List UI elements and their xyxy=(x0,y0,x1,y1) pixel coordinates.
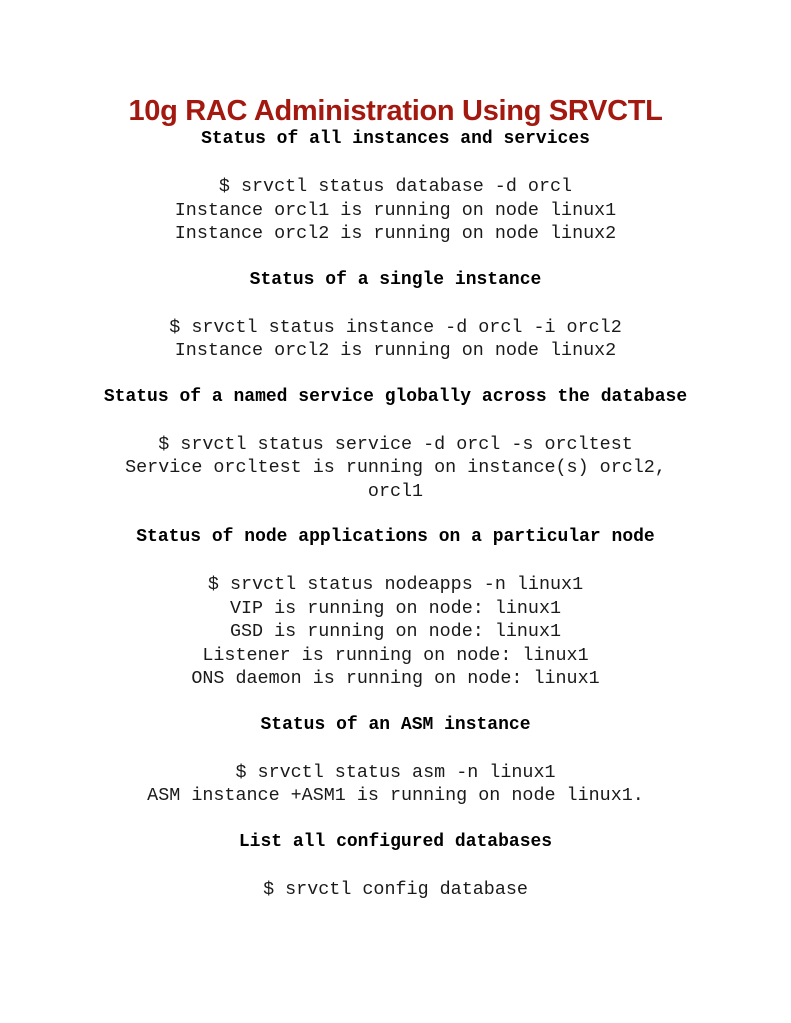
spacer xyxy=(0,503,791,526)
command-block xyxy=(0,175,791,246)
output-line: Listener is running on node: linux1 xyxy=(202,644,589,666)
section-heading: Status of all instances and services xyxy=(201,129,590,149)
section-heading: Status of a named service globally across the database xyxy=(103,386,688,407)
output-line: GSD is running on node: linux1 xyxy=(229,621,562,642)
command-line: $ srvctl config database xyxy=(263,878,528,900)
command-line: $ srvctl status asm -n linux1 xyxy=(235,761,556,783)
spacer xyxy=(0,246,791,269)
output-line: ASM instance +ASM1 is running on node linux1. xyxy=(147,785,644,806)
command-line: $ srvctl status database -d orcl xyxy=(218,176,573,197)
output-line: Instance orcl2 is running on node linux2 xyxy=(174,340,617,361)
output-line: Service orcltest is running on instance(s) orcl2, orcl1 xyxy=(125,457,666,502)
command-line: $ srvctl status service -d orcl -s orcltest xyxy=(158,433,633,455)
spacer xyxy=(0,691,791,714)
command-block xyxy=(0,573,791,691)
command-line: $ srvctl status nodeapps -n linux1 xyxy=(207,574,584,595)
command-block xyxy=(0,433,791,504)
spacer xyxy=(0,363,791,386)
section-all-instances-status xyxy=(0,128,791,246)
section-heading: Status of a single instance xyxy=(249,269,542,290)
command-block xyxy=(0,878,791,902)
section-asm-instance-status xyxy=(0,714,791,808)
section-list-configured-databases xyxy=(0,831,791,902)
section-single-instance-status xyxy=(0,269,791,363)
output-line: ONS daemon is running on node: linux1 xyxy=(191,668,600,689)
spacer xyxy=(0,808,791,831)
command-block xyxy=(0,761,791,808)
output-line: Instance orcl2 is running on node linux2 xyxy=(174,223,617,244)
section-nodeapps-status xyxy=(0,526,791,691)
section-heading: Status of node applications on a particular node xyxy=(136,527,655,547)
output-line: VIP is running on node: linux1 xyxy=(229,597,562,619)
section-heading: List all configured databases xyxy=(238,831,553,852)
command-block xyxy=(0,316,791,363)
command-line: $ srvctl status instance -d orcl -i orcl2 xyxy=(169,316,622,338)
section-heading: Status of an ASM instance xyxy=(260,714,531,735)
section-named-service-status xyxy=(0,386,791,504)
output-line: Instance orcl1 is running on node linux1 xyxy=(174,199,617,221)
document-title: 10g RAC Administration Using SRVCTL xyxy=(128,95,663,127)
